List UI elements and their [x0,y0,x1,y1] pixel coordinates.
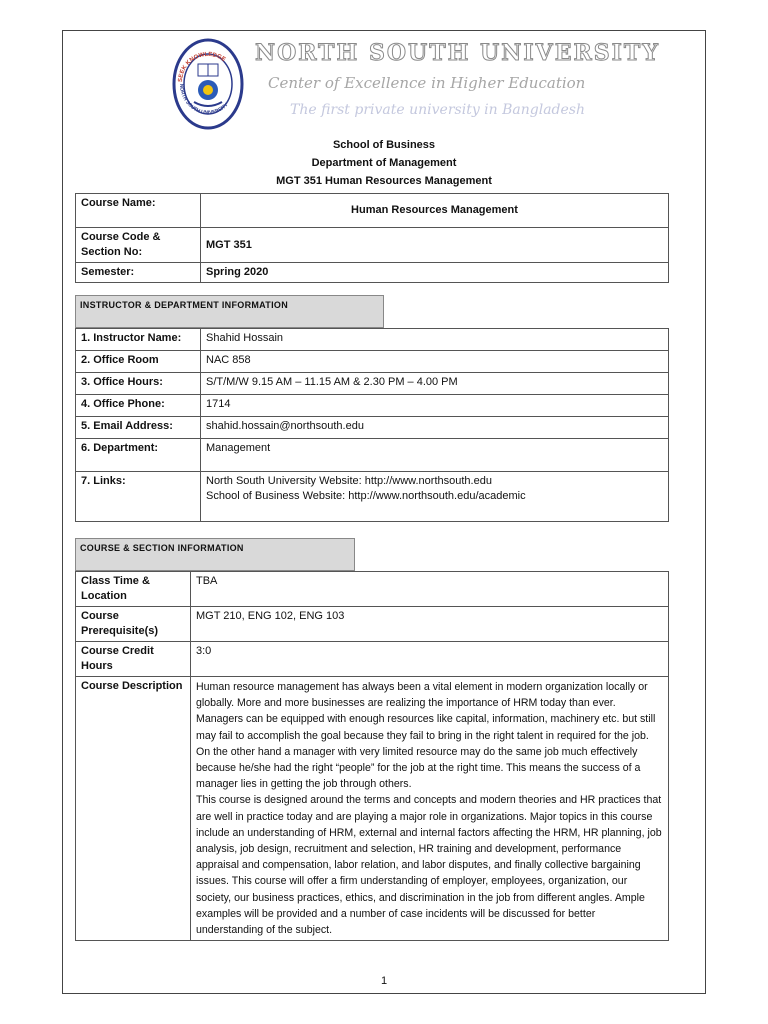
table-row [76,417,669,439]
row-label: 3. Office Hours: [76,373,201,395]
row-value: S/T/M/W 9.15 AM – 11.15 AM & 2.30 PM – 4.00 PM [201,373,669,395]
university-name: NORTH SOUTH UNIVERSITY [255,40,661,66]
table-row [76,373,669,395]
row-label: 2. Office Room [76,351,201,373]
sob-website-link[interactable]: School of Business Website: http://www.northsouth.edu/academic [206,490,526,502]
table-row [76,329,669,351]
row-value: MGT 351 [201,228,669,263]
row-value: TBA [191,572,669,607]
row-value: Shahid Hossain [201,329,669,351]
row-label: Semester: [76,263,201,283]
row-label: 1. Instructor Name: [76,329,201,351]
row-value: Human Resources Management [201,194,669,228]
logo-text-top: SEEK KNOWLEDGE [177,51,227,83]
table-row [76,439,669,472]
row-value: 3:0 [191,642,669,677]
department-name: Department of Management [311,157,457,169]
row-label: Course Credit Hours [76,642,191,677]
description-paragraph: This course is designed around the terms and concepts and modern theories and HR practices that are well in practice today and are playing a major role in organizations. Major topics in this course include an understanding of HRM, external and internal factors affecting the HRM, HR planning, job analysis, job design, recruitment and selection, HR training and development, performance appraisal and compensation, labor relation, and labor disputes, and finally collective bargaining issues. This course will offer a firm understanding of employer, employees, organization, our society, our business practices, ethics, and discrimination in the job from different angles. Ample examples will be provided and a number of case incidents will be discussed for better understanding of the subject. [196,794,662,937]
table-row [76,642,669,677]
row-value: Spring 2020 [201,263,669,283]
table-row [76,395,669,417]
university-logo [172,38,244,132]
table-row [76,472,669,522]
table-row [76,677,669,941]
instructor-table [75,328,669,522]
table-row [76,572,669,607]
course-info-table [75,193,669,283]
course-section-title: COURSE & SECTION INFORMATION [75,538,355,571]
school-name: School of Business [332,139,436,151]
row-label: Class Time & Location [76,572,191,607]
instructor-section-title: INSTRUCTOR & DEPARTMENT INFORMATION [75,295,384,328]
row-label: Course Name: [76,194,201,228]
email-link[interactable]: shahid.hossain@northsouth.edu [201,417,669,439]
links-cell [201,472,669,522]
university-subtagline: The first private university in Bangladesh [290,102,586,118]
table-row [76,351,669,373]
page-number: 1 [380,975,388,987]
university-tagline: Center of Excellence in Higher Education [268,74,586,92]
nsu-website-link[interactable]: North South University Website: http://www.northsouth.edu [206,475,492,487]
row-label: Course Description [76,677,191,941]
row-value: Management [201,439,669,472]
row-label: 5. Email Address: [76,417,201,439]
course-section-table [75,571,669,941]
row-value: MGT 210, ENG 102, ENG 103 [191,607,669,642]
logo-text-bottom: NORTH SOUTH UNIVERSITY [177,83,230,117]
table-row [76,263,669,283]
row-label: Course Code & Section No: [76,228,201,263]
table-row [76,194,669,228]
row-label: 4. Office Phone: [76,395,201,417]
description-paragraph: Human resource management has always been a vital element in modern organization locally or globally. More and more businesses are realizing the importance of HRM today than ever. Managers can be equipped with enough resources like capital, information, machinery etc. but still may fail to accomplish the goal because they fail to bring in the right talent in required for the job. On the other hand a manager with very limited resource may do the same job much effectively because he/she had the right “people” for the job at the right time. This means the success of a manager lies in getting the job through others. [196,681,656,791]
row-value: 1714 [201,395,669,417]
course-heading: MGT 351 Human Resources Management [276,175,492,187]
table-row [76,607,669,642]
row-label: 6. Department: [76,439,201,472]
course-description [191,677,669,941]
table-row [76,228,669,263]
row-value: NAC 858 [201,351,669,373]
row-label: Course Prerequisite(s) [76,607,191,642]
row-label: 7. Links: [76,472,201,522]
